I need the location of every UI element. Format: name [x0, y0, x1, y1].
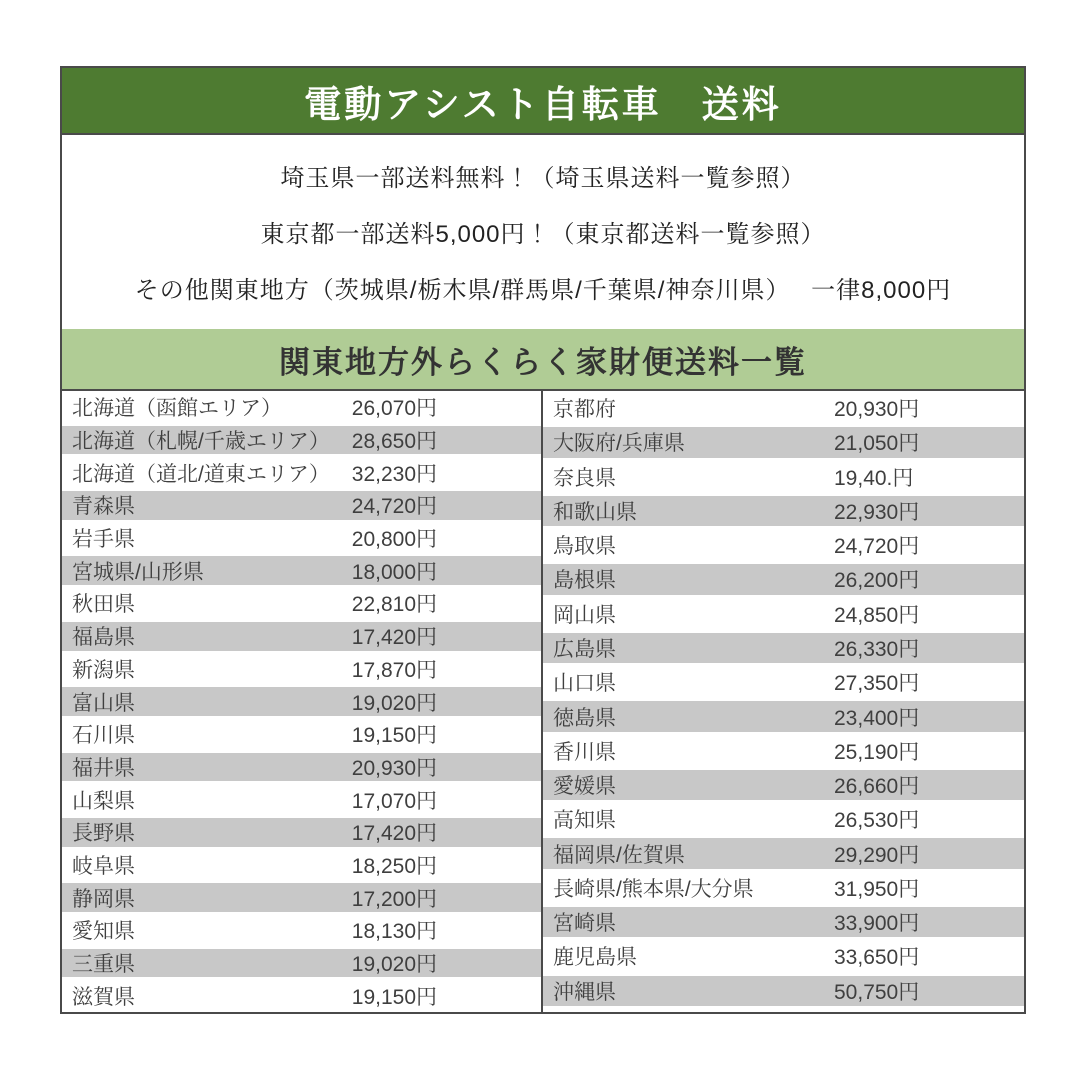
- table-row: [62, 849, 541, 882]
- region-cell: 徳島県: [553, 706, 616, 730]
- table-row: [543, 665, 1024, 699]
- table-row: [62, 718, 541, 751]
- table-row: [543, 494, 1024, 528]
- table-row: [543, 460, 1024, 494]
- region-cell: 福岡県/佐賀県: [553, 843, 685, 867]
- table-title: 関東地方外らくらく家財便送料一覧: [62, 329, 1024, 391]
- price-cell: 19,150円: [351, 985, 438, 1009]
- price-cell: 26,330円: [834, 637, 920, 661]
- region-cell: 石川県: [72, 724, 135, 748]
- region-cell: 福井県: [72, 756, 135, 780]
- price-cell: 19,40.円: [834, 466, 914, 490]
- price-cell: 33,650円: [834, 946, 920, 970]
- price-cell: 24,720円: [351, 495, 438, 519]
- region-cell: 広島県: [553, 637, 616, 661]
- price-cell: 21,050円: [834, 432, 920, 456]
- table-row: [543, 597, 1024, 631]
- price-cell: 19,150円: [351, 724, 438, 748]
- price-cell: 19,020円: [351, 691, 438, 715]
- region-cell: 岐阜県: [72, 854, 135, 878]
- notes-section: [62, 135, 1024, 329]
- region-cell: 福島県: [72, 626, 135, 650]
- region-cell: 山梨県: [72, 789, 135, 813]
- price-cell: 20,930円: [351, 756, 438, 780]
- price-cell: 17,420円: [351, 626, 438, 650]
- price-cell: 20,930円: [834, 398, 920, 422]
- price-cell: 29,290円: [834, 843, 920, 867]
- region-cell: 高知県: [553, 809, 616, 833]
- table-row: [62, 391, 541, 424]
- region-cell: 新潟県: [72, 658, 135, 682]
- shipping-fee-table: [62, 391, 1024, 1012]
- price-cell: 17,870円: [351, 658, 438, 682]
- price-cell: 18,250円: [351, 854, 438, 878]
- price-cell: 19,020円: [351, 953, 438, 977]
- table-row: [62, 751, 541, 784]
- table-row: [543, 836, 1024, 870]
- region-cell: 滋賀県: [72, 985, 135, 1009]
- price-cell: 26,200円: [834, 569, 920, 593]
- price-cell: 22,930円: [834, 500, 920, 524]
- price-cell: 20,800円: [351, 528, 438, 552]
- table-row: [62, 587, 541, 620]
- region-cell: 奈良県: [553, 466, 616, 490]
- region-cell: 香川県: [553, 740, 616, 764]
- shipping-table-right: [543, 391, 1024, 1012]
- price-cell: 27,350円: [834, 672, 920, 696]
- region-cell: 岡山県: [553, 603, 616, 627]
- table-row: [62, 554, 541, 587]
- price-cell: 50,750円: [834, 980, 920, 1004]
- price-cell: 28,650円: [351, 430, 438, 454]
- table-row: [62, 456, 541, 489]
- price-cell: 18,000円: [351, 560, 438, 584]
- price-cell: 26,070円: [351, 397, 438, 421]
- page-title: 電動アシスト自転車 送料: [62, 68, 1024, 135]
- note-tokyo: 東京都一部送料5,000円！（東京都送料一覧参照）: [260, 220, 826, 248]
- table-row: [543, 631, 1024, 665]
- table-row: [62, 783, 541, 816]
- table-row: [62, 979, 541, 1012]
- table-row: [543, 768, 1024, 802]
- price-cell: 26,660円: [834, 775, 920, 799]
- table-row: [543, 562, 1024, 596]
- table-row: [62, 685, 541, 718]
- price-cell: 24,720円: [834, 535, 920, 559]
- table-row: [543, 425, 1024, 459]
- table-row: [62, 489, 541, 522]
- region-cell: 山口県: [553, 672, 616, 696]
- table-row: [62, 620, 541, 653]
- region-cell: 富山県: [72, 691, 135, 715]
- region-cell: 大阪府/兵庫県: [553, 432, 685, 456]
- price-cell: 24,850円: [834, 603, 920, 627]
- region-cell: 長崎県/熊本県/大分県: [553, 877, 754, 901]
- table-row: [543, 528, 1024, 562]
- table-row: [62, 881, 541, 914]
- table-row: [543, 974, 1024, 1008]
- region-cell: 鹿児島県: [553, 946, 637, 970]
- price-cell: 25,190円: [834, 740, 920, 764]
- price-cell: 17,420円: [351, 822, 438, 846]
- region-cell: 静岡県: [72, 887, 135, 911]
- shipping-table-left: [62, 391, 543, 1012]
- region-cell: 島根県: [553, 569, 616, 593]
- region-cell: 愛知県: [72, 920, 135, 944]
- price-cell: 26,530円: [834, 809, 920, 833]
- table-row: [62, 947, 541, 980]
- region-cell: 和歌山県: [553, 500, 637, 524]
- table-row: [62, 914, 541, 947]
- region-cell: 北海道（函館エリア）: [72, 397, 282, 421]
- region-cell: 長野県: [72, 822, 135, 846]
- table-row: [543, 734, 1024, 768]
- price-cell: 33,900円: [834, 912, 920, 936]
- region-cell: 青森県: [72, 495, 135, 519]
- table-row: [543, 699, 1024, 733]
- region-cell: 北海道（道北/道東エリア）: [72, 462, 330, 486]
- region-cell: 京都府: [553, 398, 616, 422]
- price-cell: 23,400円: [834, 706, 920, 730]
- table-row: [543, 802, 1024, 836]
- region-cell: 宮崎県: [553, 912, 616, 936]
- price-cell: 31,950円: [834, 877, 920, 901]
- price-cell: 22,810円: [351, 593, 438, 617]
- region-cell: 岩手県: [72, 528, 135, 552]
- table-row: [62, 653, 541, 686]
- table-row: [62, 522, 541, 555]
- region-cell: 愛媛県: [553, 775, 616, 799]
- table-row: [543, 391, 1024, 425]
- price-cell: 17,070円: [351, 789, 438, 813]
- price-cell: 18,130円: [351, 920, 438, 944]
- table-row: [62, 424, 541, 457]
- region-cell: 沖縄県: [553, 980, 616, 1004]
- price-cell: 17,200円: [351, 887, 438, 911]
- note-saitama: 埼玉県一部送料無料！（埼玉県送料一覧参照）: [280, 164, 806, 192]
- region-cell: 宮城県/山形県: [72, 560, 204, 584]
- region-cell: 三重県: [72, 953, 135, 977]
- table-row: [543, 871, 1024, 905]
- region-cell: 北海道（札幌/千歳エリア）: [72, 430, 330, 454]
- region-cell: 秋田県: [72, 593, 135, 617]
- table-row: [543, 1008, 1024, 1012]
- shipping-info-card: [60, 66, 1026, 1014]
- table-row: [543, 905, 1024, 939]
- note-other-kanto: その他関東地方（茨城県/栃木県/群馬県/千葉県/神奈川県） 一律8,000円: [134, 276, 952, 304]
- table-row: [543, 939, 1024, 973]
- table-row: [62, 816, 541, 849]
- region-cell: 鳥取県: [553, 535, 616, 559]
- price-cell: 32,230円: [351, 462, 438, 486]
